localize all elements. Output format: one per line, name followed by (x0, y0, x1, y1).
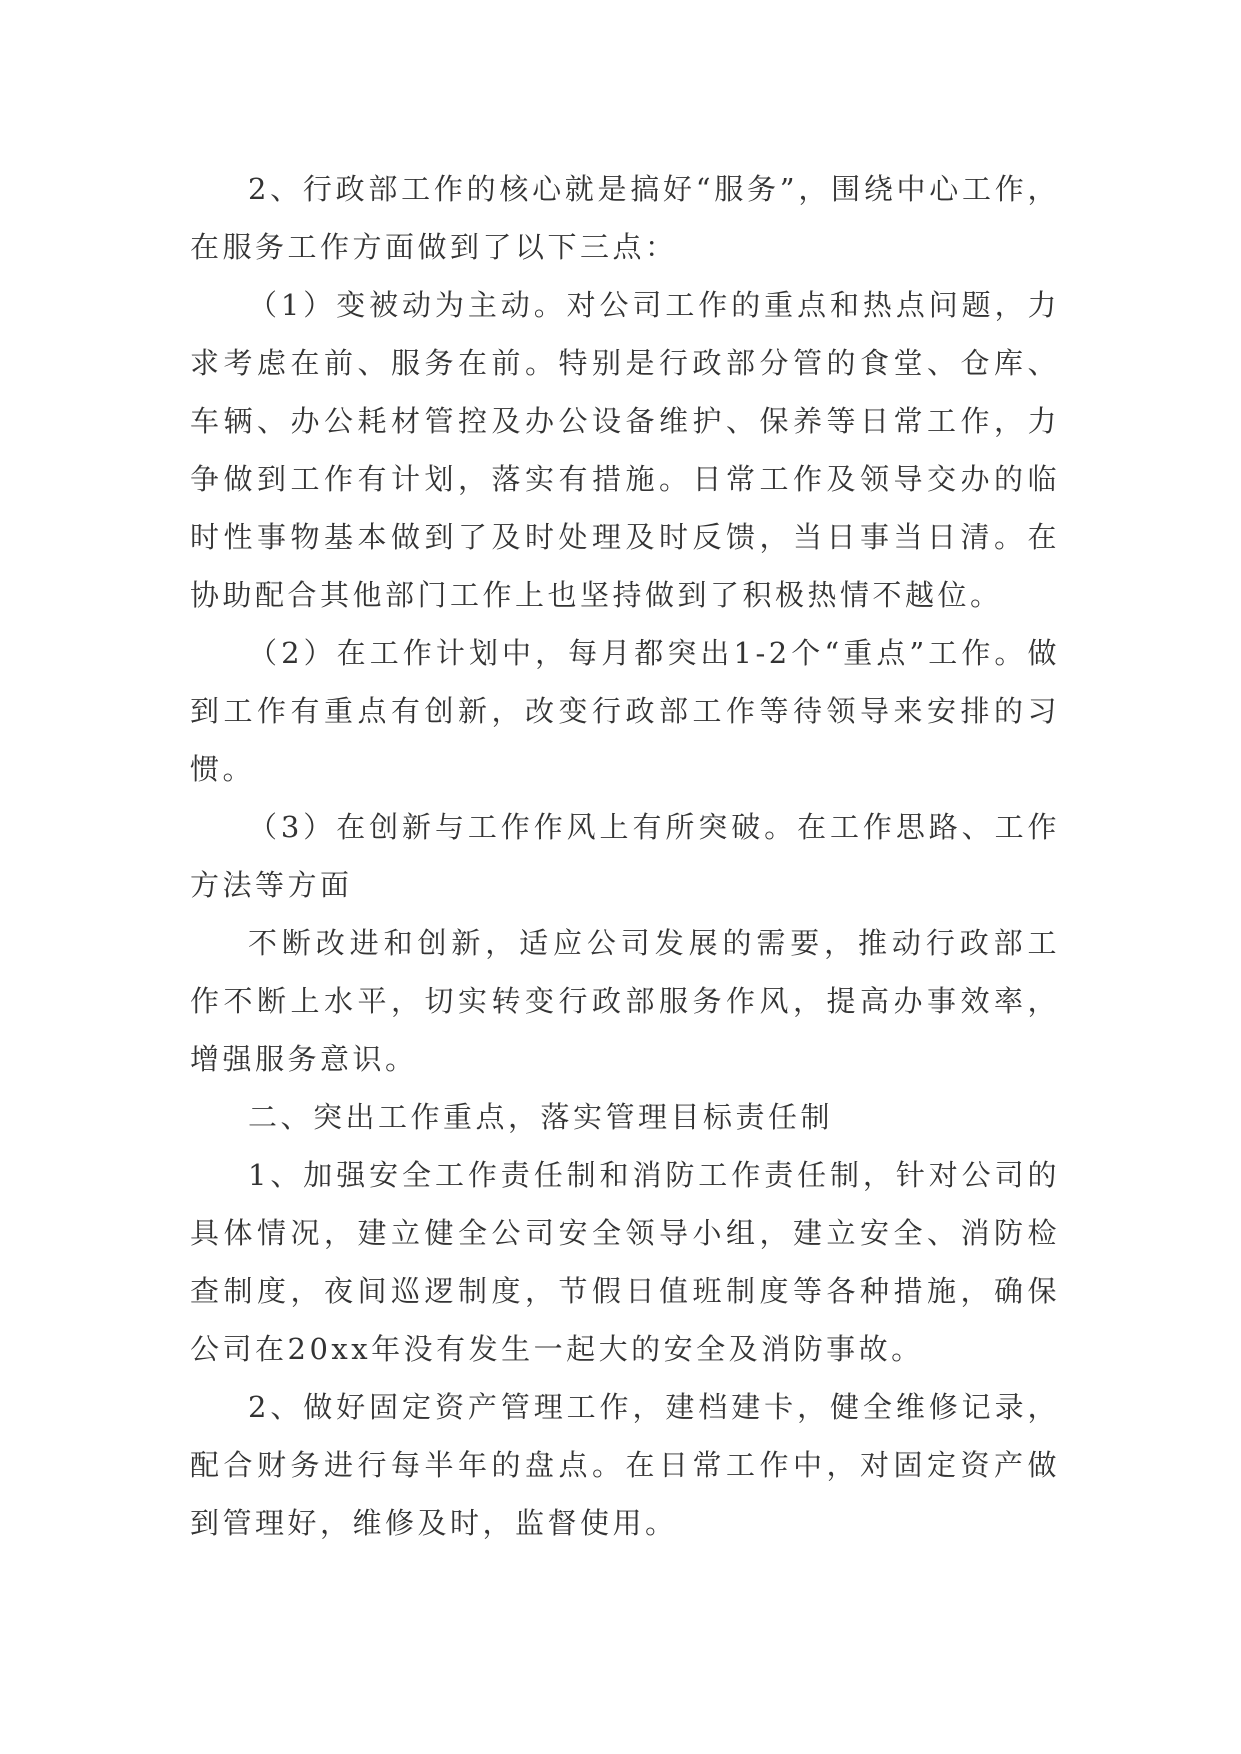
paragraph-point-2: （2）在工作计划中，每月都突出1-2个“重点”工作。做到工作有重点有创新，改变行政部工作等待领导来安排的习惯。 (190, 636, 1060, 786)
section-heading-2: 二、突出工作重点，落实管理目标责任制 (248, 1100, 834, 1134)
paragraph-service-core: 2、行政部工作的核心就是搞好“服务”，围绕中心工作，在服务工作方面做到了以下三点： (190, 172, 1060, 264)
paragraph-continuation: 不断改进和创新，适应公司发展的需要，推动行政部工作不断上水平，切实转变行政部服务作风，提高办事效率，增强服务意识。 (190, 926, 1060, 1076)
paragraph-fixed-assets: 2、做好固定资产管理工作，建档建卡，健全维修记录，配合财务进行每半年的盘点。在日常工作中，对固定资产做到管理好，维修及时，监督使用。 (190, 1390, 1060, 1540)
paragraph-safety: 1、加强安全工作责任制和消防工作责任制，针对公司的具体情况，建立健全公司安全领导小组，建立安全、消防检查制度，夜间巡逻制度，节假日值班制度等各种措施，确保公司在20xx年没有发生一起大的安全及消防事故。 (190, 1158, 1060, 1366)
document-body (190, 160, 1060, 1552)
paragraph-point-1: （1）变被动为主动。对公司工作的重点和热点问题，力求考虑在前、服务在前。特别是行政部分管的食堂、仓库、车辆、办公耗材管控及办公设备维护、保养等日常工作，力争做到工作有计划，落实有措施。日常工作及领导交办的临时性事物基本做到了及时处理及时反馈，当日事当日清。在协助配合其他部门工作上也坚持做到了积极热情不越位。 (190, 288, 1060, 612)
paragraph-point-3: （3）在创新与工作作风上有所突破。在工作思路、工作方法等方面 (190, 810, 1060, 902)
